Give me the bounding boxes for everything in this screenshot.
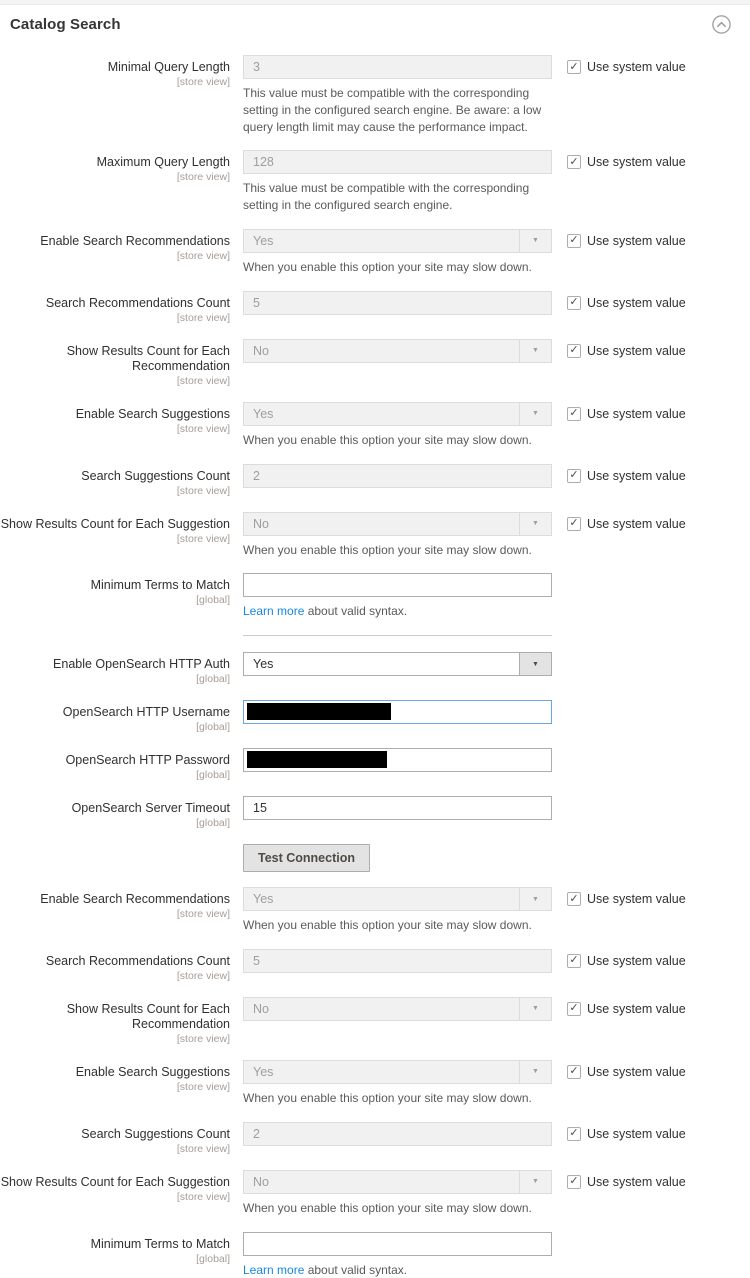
form-row xyxy=(0,464,750,497)
field-label-group xyxy=(0,949,243,982)
field-label: Enable Search Recommendations xyxy=(40,233,230,248)
use-system-label: Use system value xyxy=(587,1001,686,1016)
use-system-label: Use system value xyxy=(587,155,686,170)
field-note-text: This value must be compatible with the corresponding setting in the configured search engine. Be aware: a low query length limit may cause the performance impact. xyxy=(243,86,542,134)
field-label-group xyxy=(0,464,243,497)
field-note-text: When you enable this option your site may slow down. xyxy=(243,542,532,557)
use-system-label: Use system value xyxy=(587,233,686,248)
form-row xyxy=(0,887,750,934)
check-icon: ✓ xyxy=(569,407,579,420)
field-scope: [global] xyxy=(196,721,230,734)
text-input[interactable] xyxy=(243,1232,552,1256)
use-system-checkbox[interactable] xyxy=(567,1002,581,1016)
field-scope: [store view] xyxy=(176,1080,230,1093)
select-arrow-box xyxy=(519,513,551,535)
field-label: Show Results Count for Each Recommendation xyxy=(66,343,230,373)
section-divider xyxy=(243,635,552,636)
field-input-column xyxy=(243,652,552,685)
field-input-column xyxy=(243,512,552,559)
form-row xyxy=(0,949,750,982)
use-system-value-group xyxy=(567,1170,686,1217)
use-system-value-group xyxy=(567,339,686,387)
field-note-text: When you enable this option your site may slow down. xyxy=(243,1200,532,1215)
field-input-column xyxy=(243,402,552,449)
use-system-value-group xyxy=(567,949,686,982)
field-scope: [global] xyxy=(196,769,230,782)
use-system-label: Use system value xyxy=(587,953,686,968)
field-label-group xyxy=(0,573,243,620)
field-note-text: When you enable this option your site may slow down. xyxy=(243,432,532,447)
field-label-group xyxy=(0,796,243,829)
chevron-down-icon: ▼ xyxy=(532,660,539,668)
form-row xyxy=(0,291,750,324)
learn-more-link[interactable]: Learn more xyxy=(243,1262,305,1277)
use-system-checkbox[interactable] xyxy=(567,60,581,74)
field-scope: [store view] xyxy=(176,76,230,88)
select-input[interactable] xyxy=(243,652,552,676)
text-field-wrap xyxy=(243,1232,552,1256)
use-system-checkbox[interactable] xyxy=(567,234,581,248)
text-field-wrap xyxy=(243,464,552,488)
field-label-group xyxy=(0,150,243,214)
field-note-text: This value must be compatible with the corresponding setting in the configured search engine. xyxy=(243,181,530,213)
use-system-checkbox[interactable] xyxy=(567,954,581,968)
field-note-text: about valid syntax. xyxy=(304,604,408,619)
use-system-checkbox[interactable] xyxy=(567,517,581,531)
check-icon: ✓ xyxy=(569,954,579,967)
select-input xyxy=(243,512,552,536)
field-note xyxy=(243,432,552,449)
text-field-wrap xyxy=(243,55,552,79)
collapse-section-button[interactable] xyxy=(712,15,731,34)
check-icon: ✓ xyxy=(569,1065,579,1078)
select-arrow-box xyxy=(519,403,551,425)
use-system-label: Use system value xyxy=(587,406,686,421)
field-input-column xyxy=(243,1122,552,1155)
learn-more-link[interactable]: Learn more xyxy=(243,604,305,619)
use-system-checkbox[interactable] xyxy=(567,296,581,310)
field-input-column xyxy=(243,150,552,214)
select-input xyxy=(243,229,552,253)
select-input xyxy=(243,887,552,911)
field-scope: [global] xyxy=(196,673,230,686)
text-field-wrap xyxy=(243,796,552,820)
use-system-label: Use system value xyxy=(587,1126,686,1141)
field-note xyxy=(243,1262,552,1278)
field-input-column xyxy=(243,796,552,829)
field-note-text: When you enable this option your site may slow down. xyxy=(243,259,532,274)
redacted-value xyxy=(247,703,391,720)
use-system-value-group xyxy=(567,997,686,1045)
field-input-column xyxy=(243,949,552,982)
text-field-wrap xyxy=(243,748,552,772)
form-row xyxy=(0,1060,750,1107)
field-label: Show Results Count for Each Recommendation xyxy=(66,1001,230,1031)
select-value: No xyxy=(253,1174,269,1189)
text-field-wrap xyxy=(243,700,552,724)
form-row xyxy=(0,512,750,559)
check-icon: ✓ xyxy=(569,1127,579,1140)
select-value: Yes xyxy=(253,406,274,421)
chevron-down-icon: ▼ xyxy=(532,1005,539,1013)
field-label-group xyxy=(0,652,243,685)
form-row xyxy=(0,1122,750,1155)
use-system-checkbox[interactable] xyxy=(567,155,581,169)
use-system-value-group xyxy=(567,291,686,324)
field-note-text: about valid syntax. xyxy=(304,1262,408,1277)
field-input-column xyxy=(243,1232,552,1278)
use-system-label: Use system value xyxy=(587,468,686,483)
use-system-value-group xyxy=(567,1122,686,1155)
field-label-group xyxy=(0,512,243,559)
field-input-column xyxy=(243,464,552,497)
field-label-group xyxy=(0,997,243,1045)
select-input xyxy=(243,1060,552,1084)
form-row xyxy=(0,748,750,781)
use-system-value-group xyxy=(567,1060,686,1107)
form-row xyxy=(0,402,750,449)
field-label: Show Results Count for Each Suggestion xyxy=(0,1174,230,1189)
form-row xyxy=(0,652,750,685)
use-system-value-group xyxy=(567,402,686,449)
check-icon: ✓ xyxy=(569,892,579,905)
select-value: No xyxy=(253,516,269,531)
select-value: Yes xyxy=(253,892,274,907)
test-connection-button[interactable]: Test Connection xyxy=(243,844,370,872)
field-note-text: When you enable this option your site may slow down. xyxy=(243,918,532,933)
check-icon: ✓ xyxy=(569,517,579,530)
text-field-wrap xyxy=(243,291,552,315)
field-label-group xyxy=(0,887,243,934)
field-scope: [store view] xyxy=(176,1190,230,1203)
chevron-down-icon: ▼ xyxy=(532,410,539,418)
text-input[interactable] xyxy=(243,796,552,820)
use-system-label: Use system value xyxy=(587,1174,686,1189)
use-system-value-group xyxy=(567,512,686,559)
field-note xyxy=(243,1200,552,1217)
field-input-column xyxy=(243,229,552,276)
field-scope: [store view] xyxy=(176,374,230,387)
use-system-value-group xyxy=(567,150,686,214)
chevron-down-icon: ▼ xyxy=(532,347,539,355)
select-value: No xyxy=(253,343,269,358)
check-icon: ✓ xyxy=(569,1175,579,1188)
chevron-down-icon: ▼ xyxy=(532,1178,539,1186)
field-note xyxy=(243,603,552,620)
use-system-checkbox[interactable] xyxy=(567,892,581,906)
field-note xyxy=(243,85,552,135)
field-label-group xyxy=(0,1122,243,1155)
select-input xyxy=(243,402,552,426)
field-input-column xyxy=(243,887,552,934)
use-system-value-group xyxy=(567,464,686,497)
select-input xyxy=(243,1170,552,1194)
select-arrow-box xyxy=(519,230,551,252)
field-label-group xyxy=(0,1060,243,1107)
chevron-up-circle-icon xyxy=(712,22,731,37)
form-row xyxy=(0,573,750,620)
form-row xyxy=(243,844,750,872)
field-label-group xyxy=(0,1170,243,1217)
check-icon: ✓ xyxy=(569,1002,579,1015)
chevron-down-icon: ▼ xyxy=(532,520,539,528)
field-input-column xyxy=(243,55,552,135)
field-input-column xyxy=(243,700,552,733)
field-note xyxy=(243,917,552,934)
field-note xyxy=(243,542,552,559)
field-scope: [store view] xyxy=(176,1032,230,1045)
field-note xyxy=(243,180,552,214)
field-label: Show Results Count for Each Suggestion xyxy=(0,516,230,531)
field-scope: [global] xyxy=(196,594,230,607)
field-input-column xyxy=(243,339,552,387)
field-scope: [store view] xyxy=(176,908,230,921)
use-system-checkbox[interactable] xyxy=(567,1175,581,1189)
check-icon: ✓ xyxy=(569,296,579,309)
select-arrow-box xyxy=(519,998,551,1020)
field-scope: [store view] xyxy=(176,969,230,982)
field-input-column xyxy=(243,748,552,781)
use-system-label: Use system value xyxy=(587,60,686,74)
select-input xyxy=(243,997,552,1021)
check-icon: ✓ xyxy=(569,234,579,247)
field-label-group xyxy=(0,700,243,733)
text-field-wrap xyxy=(243,150,552,174)
text-field-wrap xyxy=(243,949,552,973)
use-system-checkbox[interactable] xyxy=(567,469,581,483)
select-value: Yes xyxy=(253,1064,274,1079)
select-arrow-box xyxy=(519,1061,551,1083)
form-row xyxy=(0,55,750,135)
select-arrow-box xyxy=(519,1171,551,1193)
field-scope: [store view] xyxy=(176,422,230,435)
field-label: Maximum Query Length xyxy=(96,155,230,170)
section-header xyxy=(0,5,750,34)
field-scope: [store view] xyxy=(176,484,230,497)
use-system-value-group xyxy=(567,229,686,276)
field-note xyxy=(243,259,552,276)
form-row xyxy=(0,339,750,387)
check-icon: ✓ xyxy=(569,469,579,482)
use-system-checkbox[interactable] xyxy=(567,1065,581,1079)
field-label: Search Suggestions Count xyxy=(81,1126,230,1141)
select-value: Yes xyxy=(253,657,274,672)
field-label: Minimal Query Length xyxy=(107,60,230,74)
field-input-column xyxy=(243,997,552,1045)
text-input xyxy=(243,291,552,315)
form-row xyxy=(0,150,750,214)
text-field-wrap xyxy=(243,1122,552,1146)
form-row xyxy=(0,997,750,1045)
select-input xyxy=(243,339,552,363)
field-label-group xyxy=(0,1232,243,1278)
text-input xyxy=(243,55,552,79)
field-note xyxy=(243,1090,552,1107)
use-system-checkbox[interactable] xyxy=(567,1127,581,1141)
text-input xyxy=(243,464,552,488)
use-system-checkbox[interactable] xyxy=(567,407,581,421)
catalog-search-form xyxy=(0,55,750,1278)
field-input-column xyxy=(243,1060,552,1107)
field-scope: [store view] xyxy=(176,311,230,324)
use-system-label: Use system value xyxy=(587,516,686,531)
field-label: Search Recommendations Count xyxy=(45,295,230,310)
field-input-column xyxy=(243,1170,552,1217)
select-value: Yes xyxy=(253,233,274,248)
select-arrow-box xyxy=(519,653,551,675)
field-label: Enable Search Suggestions xyxy=(75,1064,230,1079)
select-value: No xyxy=(253,1001,269,1016)
use-system-label: Use system value xyxy=(587,343,686,358)
chevron-down-icon: ▼ xyxy=(532,895,539,903)
text-field-wrap xyxy=(243,573,552,597)
text-input xyxy=(243,150,552,174)
text-input xyxy=(243,1122,552,1146)
select-arrow-box xyxy=(519,888,551,910)
text-input[interactable] xyxy=(243,573,552,597)
field-label-group xyxy=(0,55,243,135)
field-scope: [store view] xyxy=(176,171,230,184)
form-row xyxy=(0,796,750,829)
field-label: Search Suggestions Count xyxy=(81,468,230,483)
field-label-group xyxy=(0,291,243,324)
use-system-checkbox[interactable] xyxy=(567,344,581,358)
field-label: Enable Search Suggestions xyxy=(75,406,230,421)
field-scope: [global] xyxy=(196,1252,230,1265)
field-label: OpenSearch Server Timeout xyxy=(71,801,230,816)
field-label: Enable OpenSearch HTTP Auth xyxy=(53,657,230,672)
field-label: OpenSearch HTTP Password xyxy=(65,753,230,768)
chevron-down-icon: ▼ xyxy=(532,237,539,245)
use-system-value-group xyxy=(567,887,686,934)
form-row xyxy=(0,1232,750,1278)
use-system-label: Use system value xyxy=(587,295,686,310)
section-title: Catalog Search xyxy=(10,16,121,33)
field-note-text: When you enable this option your site may slow down. xyxy=(243,1090,532,1105)
field-label-group xyxy=(0,339,243,387)
check-icon: ✓ xyxy=(569,155,579,168)
field-label-group xyxy=(0,748,243,781)
use-system-value-group xyxy=(567,55,686,135)
field-label: OpenSearch HTTP Username xyxy=(62,705,230,720)
field-label: Minimum Terms to Match xyxy=(90,578,230,593)
form-row xyxy=(0,229,750,276)
redacted-value xyxy=(247,751,387,768)
field-scope: [store view] xyxy=(176,249,230,262)
field-label: Minimum Terms to Match xyxy=(90,1236,230,1251)
field-label-group xyxy=(0,229,243,276)
field-input-column xyxy=(243,291,552,324)
field-label: Enable Search Recommendations xyxy=(40,892,230,907)
use-system-label: Use system value xyxy=(587,892,686,907)
field-scope: [store view] xyxy=(176,1142,230,1155)
check-icon: ✓ xyxy=(569,344,579,357)
field-scope: [global] xyxy=(196,817,230,830)
use-system-label: Use system value xyxy=(587,1064,686,1079)
field-label-group xyxy=(0,402,243,449)
field-scope: [store view] xyxy=(176,532,230,545)
check-icon: ✓ xyxy=(569,60,579,73)
form-row xyxy=(0,700,750,733)
form-row xyxy=(0,1170,750,1217)
field-input-column xyxy=(243,573,552,620)
select-arrow-box xyxy=(519,340,551,362)
field-label: Search Recommendations Count xyxy=(45,953,230,968)
text-input xyxy=(243,949,552,973)
chevron-down-icon: ▼ xyxy=(532,1068,539,1076)
